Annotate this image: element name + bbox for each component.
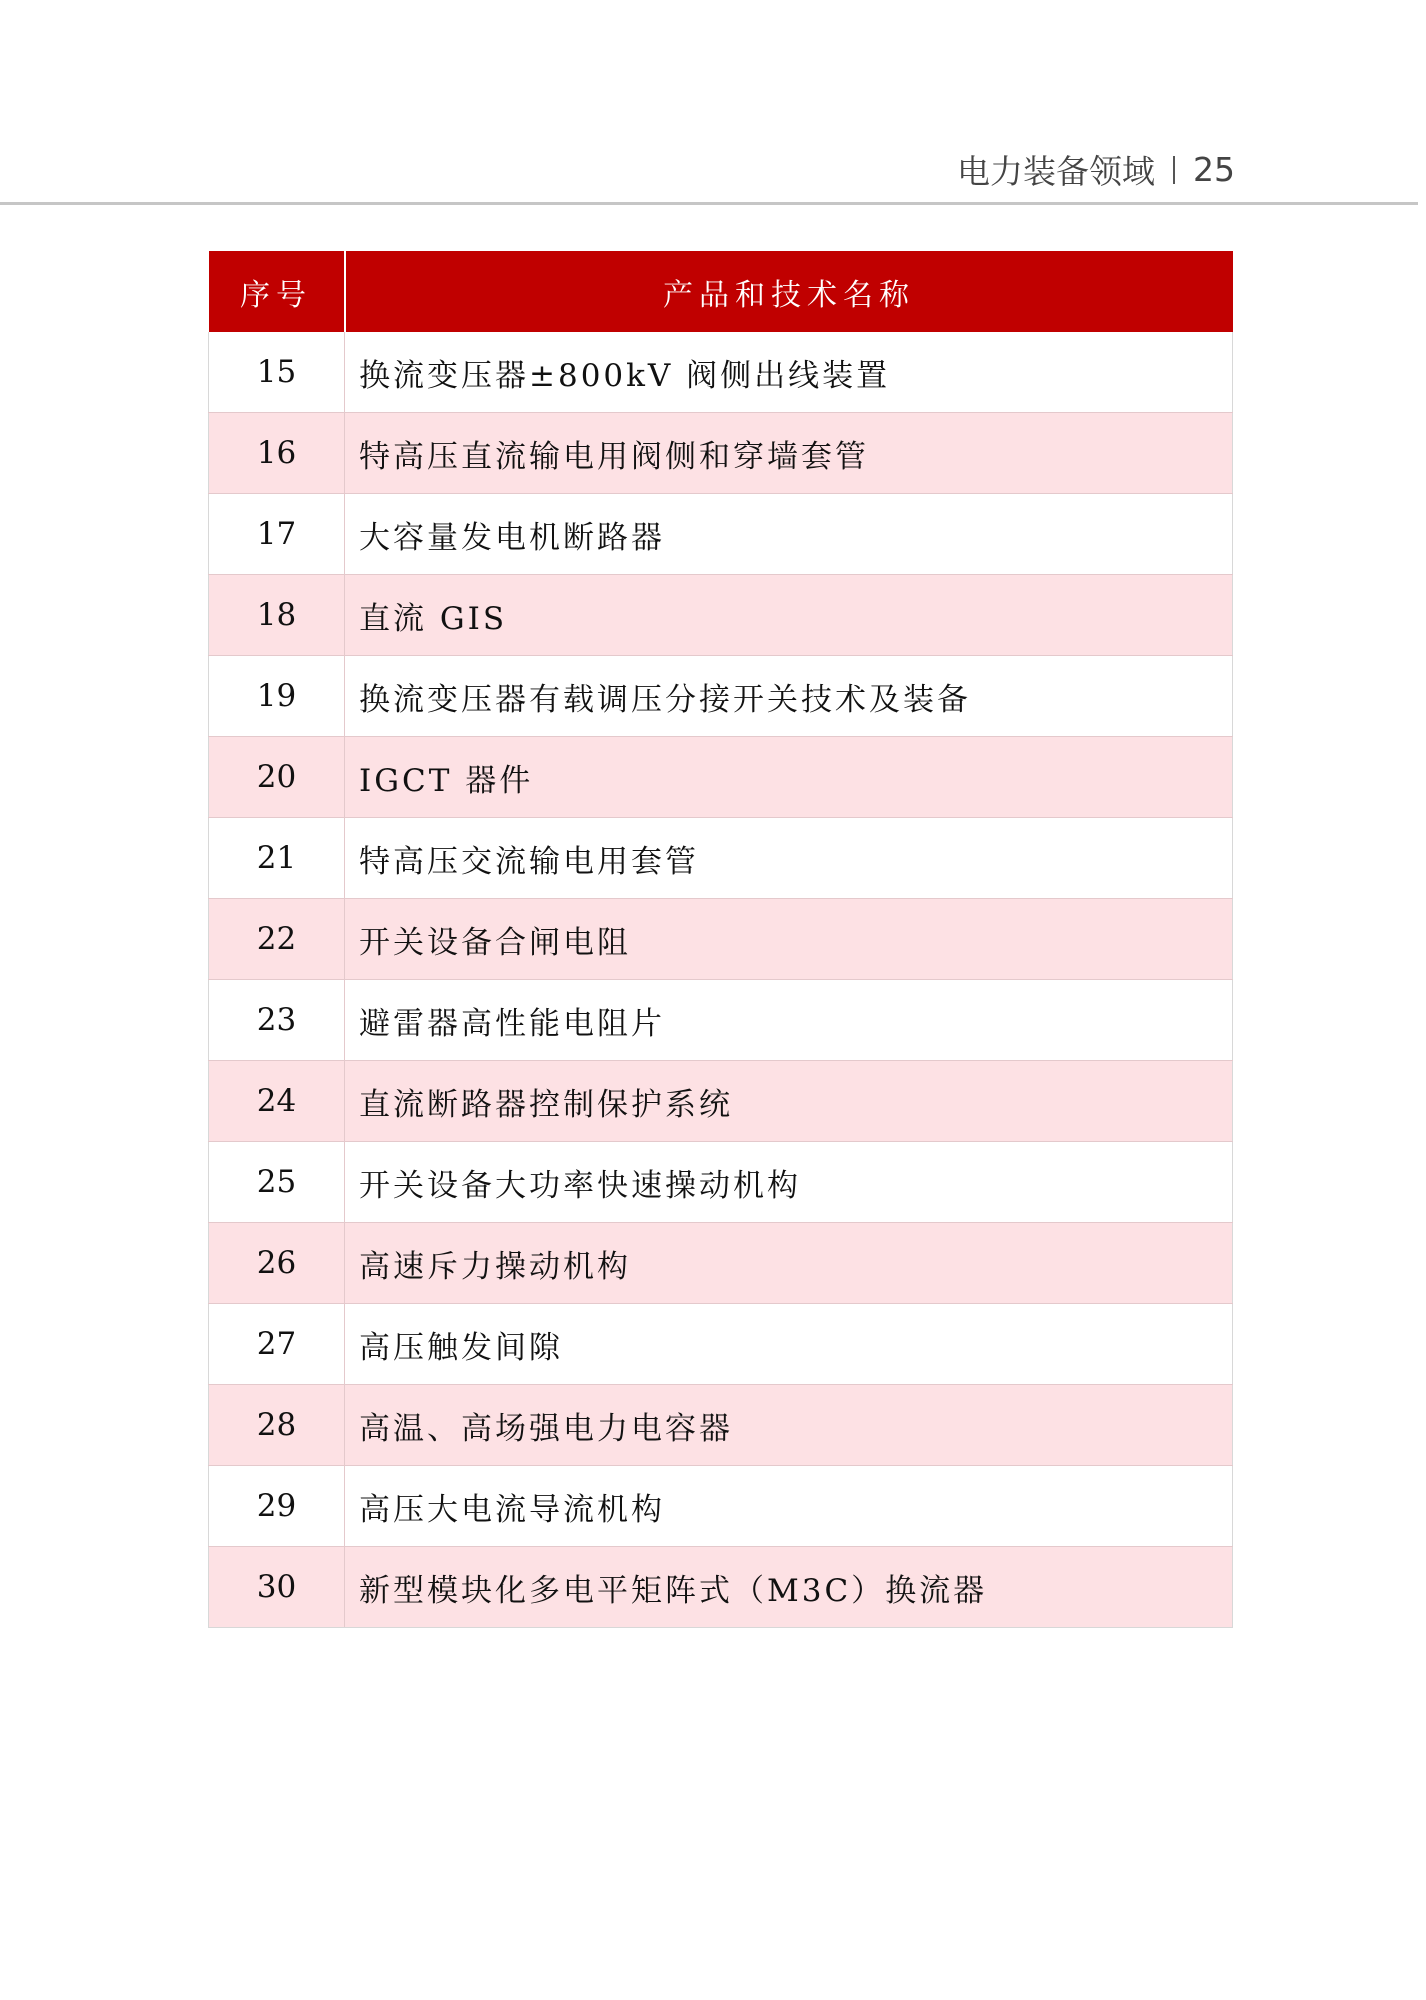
table-row: [209, 737, 1233, 818]
table-row: [209, 899, 1233, 980]
section-title: 电力装备领域: [957, 152, 1155, 191]
header-no: 序号: [209, 251, 345, 332]
table-row: [209, 980, 1233, 1061]
row-product-name: 直流断路器控制保护系统: [345, 1061, 1233, 1142]
row-number: 29: [209, 1466, 345, 1547]
header-separator: [1173, 156, 1175, 184]
table-header-row: [209, 251, 1233, 332]
row-product-name: 换流变压器±800kV 阀侧出线装置: [345, 332, 1233, 413]
row-number: 19: [209, 656, 345, 737]
row-number: 27: [209, 1304, 345, 1385]
row-product-name: 大容量发电机断路器: [345, 494, 1233, 575]
table-row: [209, 1061, 1233, 1142]
row-product-name: 高速斥力操动机构: [345, 1223, 1233, 1304]
page-number: 25: [1193, 150, 1235, 189]
row-product-name: 特高压直流输电用阀侧和穿墙套管: [345, 413, 1233, 494]
row-product-name: 直流 GIS: [345, 575, 1233, 656]
table-row: [209, 1142, 1233, 1223]
row-number: 25: [209, 1142, 345, 1223]
row-number: 28: [209, 1385, 345, 1466]
row-product-name: 避雷器高性能电阻片: [345, 980, 1233, 1061]
table-row: [209, 818, 1233, 899]
header-name: 产品和技术名称: [345, 251, 1233, 332]
running-head: [957, 146, 1235, 193]
row-number: 20: [209, 737, 345, 818]
table-row: [209, 1223, 1233, 1304]
row-number: 22: [209, 899, 345, 980]
row-number: 30: [209, 1547, 345, 1628]
row-number: 16: [209, 413, 345, 494]
table-row: [209, 656, 1233, 737]
table-row: [209, 1385, 1233, 1466]
row-product-name: 高压触发间隙: [345, 1304, 1233, 1385]
table-row: [209, 332, 1233, 413]
row-product-name: IGCT 器件: [345, 737, 1233, 818]
row-product-name: 高压大电流导流机构: [345, 1466, 1233, 1547]
row-product-name: 特高压交流输电用套管: [345, 818, 1233, 899]
row-product-name: 开关设备合闸电阻: [345, 899, 1233, 980]
row-number: 17: [209, 494, 345, 575]
row-product-name: 新型模块化多电平矩阵式（M3C）换流器: [345, 1547, 1233, 1628]
table-row: [209, 413, 1233, 494]
table-row: [209, 1466, 1233, 1547]
header-rule: [0, 202, 1418, 205]
row-number: 24: [209, 1061, 345, 1142]
table-row: [209, 494, 1233, 575]
row-product-name: 开关设备大功率快速操动机构: [345, 1142, 1233, 1223]
row-number: 15: [209, 332, 345, 413]
row-number: 21: [209, 818, 345, 899]
table-row: [209, 1304, 1233, 1385]
row-number: 23: [209, 980, 345, 1061]
row-product-name: 高温、高场强电力电容器: [345, 1385, 1233, 1466]
row-product-name: 换流变压器有载调压分接开关技术及装备: [345, 656, 1233, 737]
product-table: [208, 251, 1233, 1628]
table-row: [209, 575, 1233, 656]
row-number: 18: [209, 575, 345, 656]
row-number: 26: [209, 1223, 345, 1304]
table-row: [209, 1547, 1233, 1628]
